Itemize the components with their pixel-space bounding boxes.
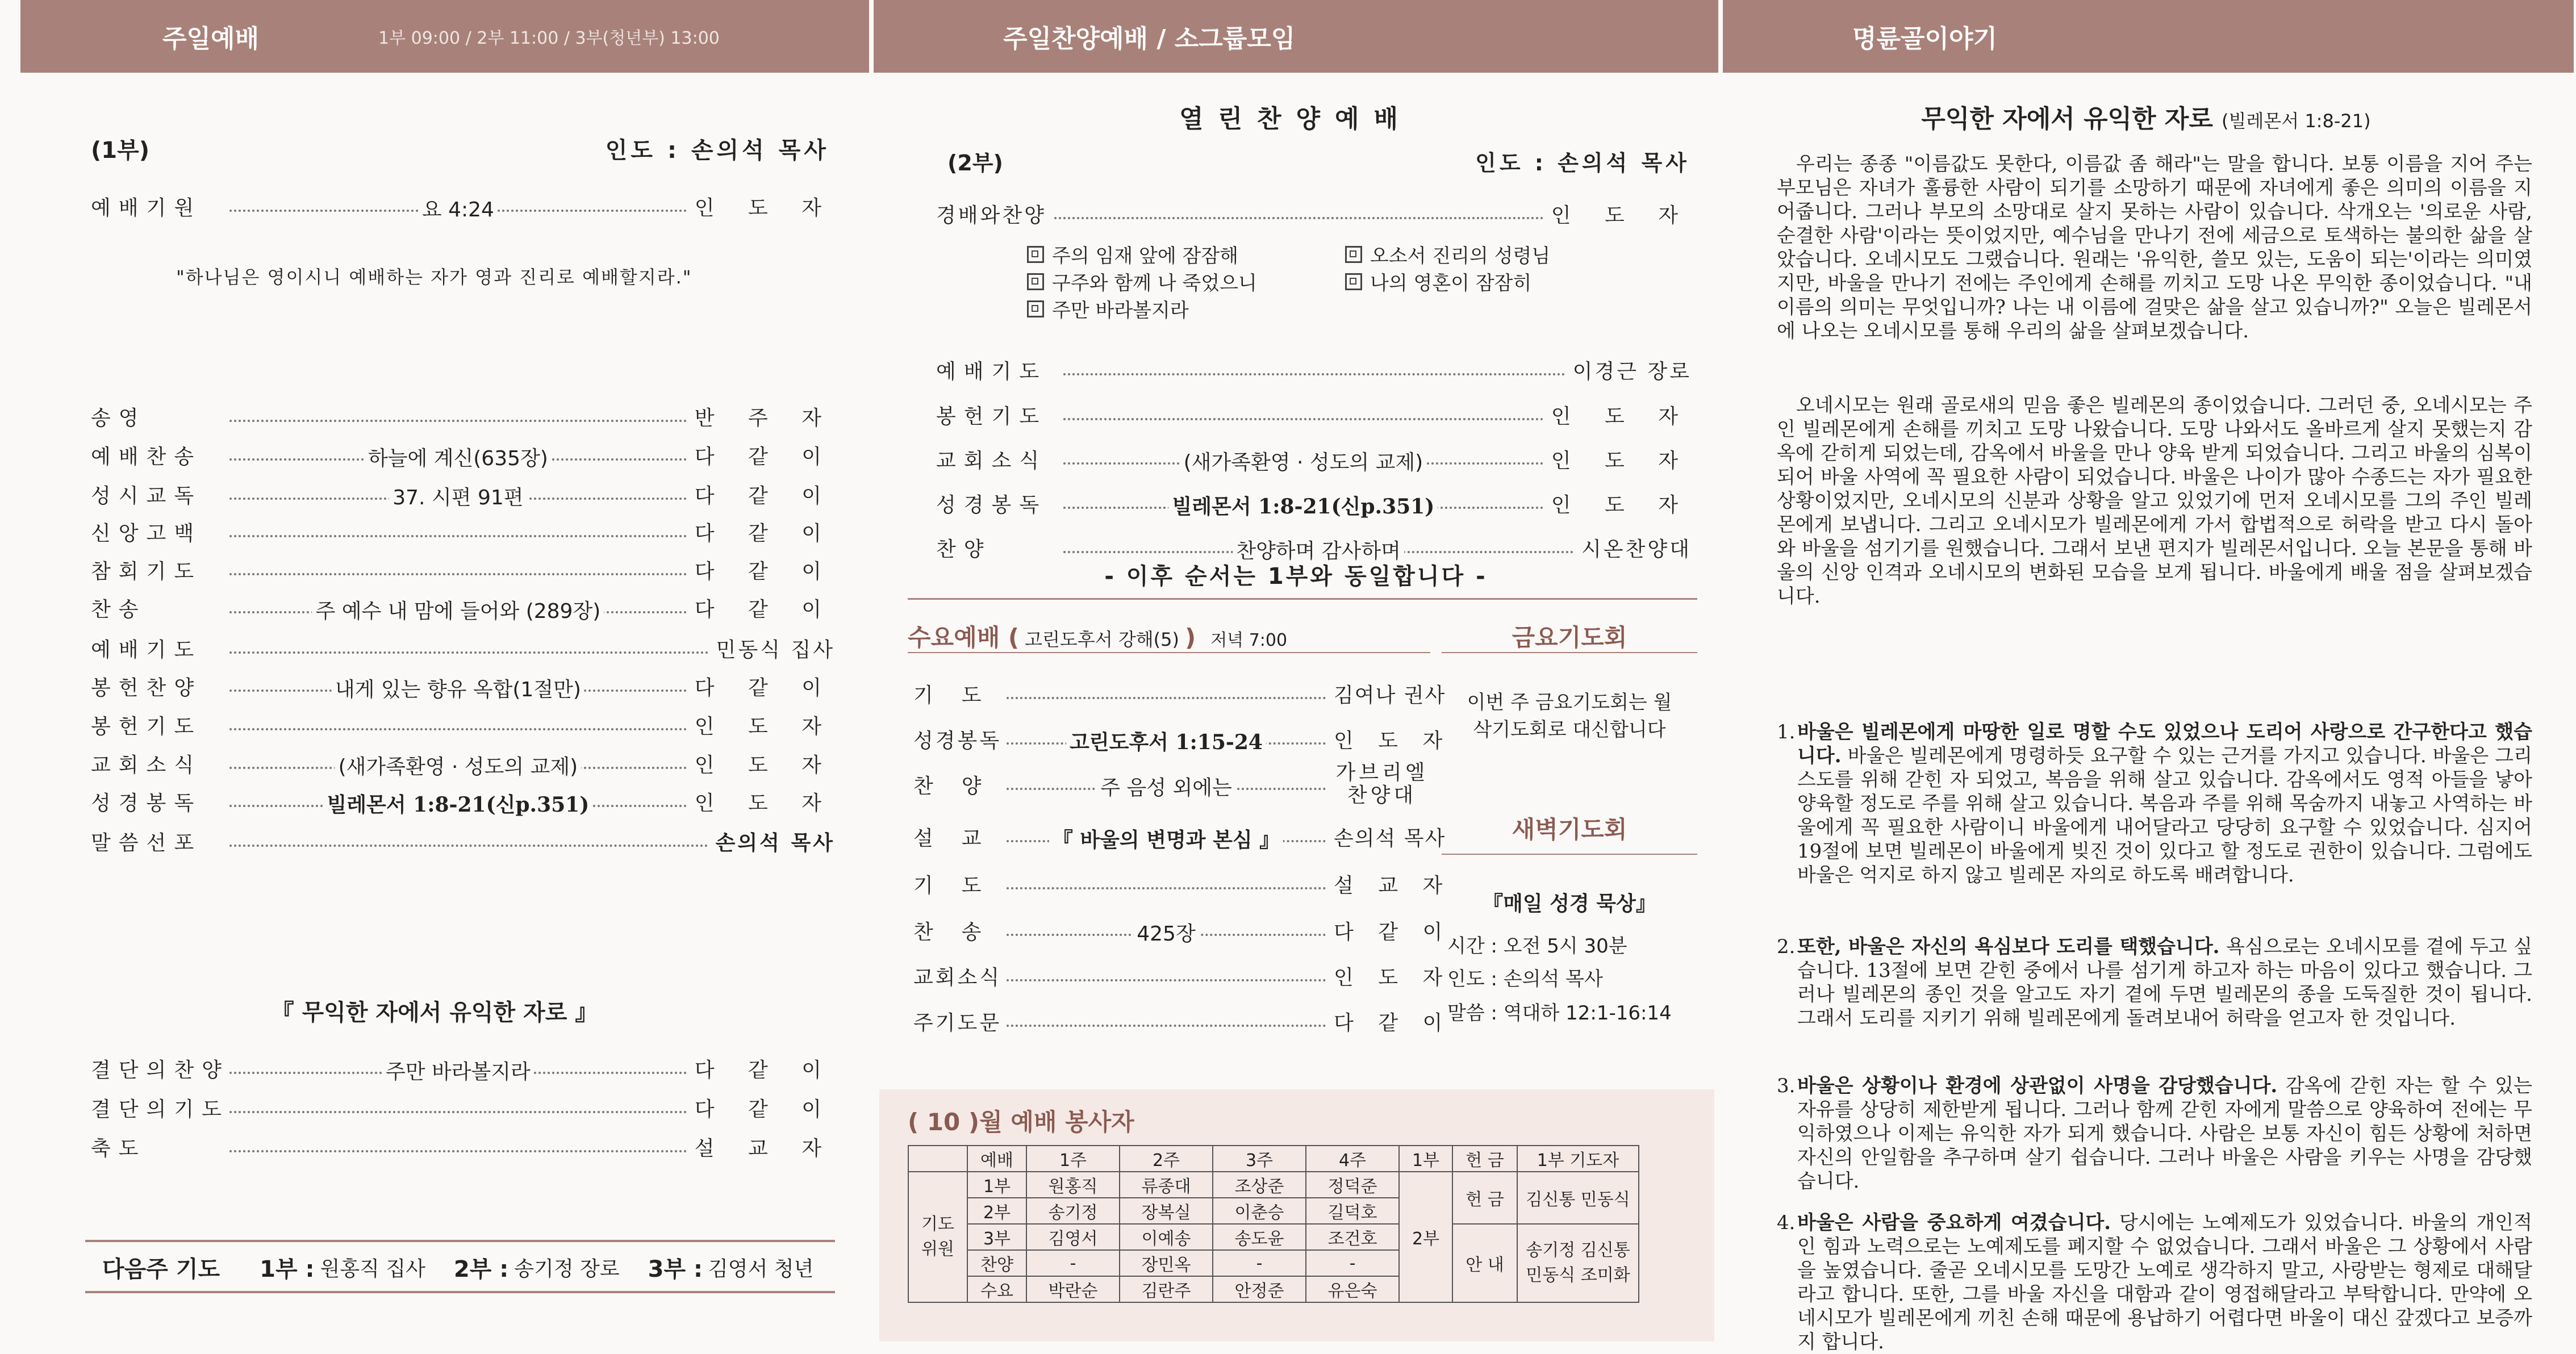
vol-service: 1부 [967,1172,1026,1198]
row-label: 봉헌기도 [936,404,1047,428]
point-body: 당시에는 노예제도가 있었습니다. 바울의 개인적인 힘과 노력으로는 노예제도를 폐지할 수 없었습니다. 그래서 바울은 그 상황에서 사람을 높였습니다. 줄곧 오네시모를 도망간 노예로 생각하지 말고, 사랑받는 형제로 대해달라고 합니다. 또한, 그를 바울 자신을 대함과 같이 영접해달라고 부탁합니다. 만약에 오네시모가 빌레몬에게 끼친 손해 때문에 용납하기 어렵다면 바울이 대신 갚겠다고 보증까지 합니다. [1797,1211,2532,1353]
wed-title-close: ) [1185,624,1196,651]
dot-leader [229,728,687,730]
dot-leader [1007,887,1326,889]
row-who: 손의석 목사 [715,831,835,855]
dawn-leader: 인도 : 손의석 목사 [1447,968,1603,991]
story-ref: (빌레몬서 1:8-21) [2222,110,2371,132]
story-point [1777,935,2532,1030]
divider [908,652,1430,653]
song-title: 주의 임재 앞에 잠잠해 [1052,245,1239,268]
dot-leader [1063,418,1543,420]
row-who: 다 같 이 [1334,920,1452,944]
vol-cell: - [1213,1250,1306,1276]
row-who: 가브리엘 찬양대 [1335,761,1429,807]
next-prayer-bar [85,1240,835,1242]
program-row [913,867,1452,901]
checkbox-icon [1027,273,1044,290]
row-who: 다 같 이 [694,521,835,545]
vol-cell: 박란순 [1026,1276,1120,1302]
program-row [91,708,835,742]
row-detail: 주 음성 외에는 [1097,772,1235,801]
song-item [1027,240,1238,268]
vol-cell: 장민옥 [1120,1250,1213,1276]
next-prayer [102,1251,813,1284]
program-row [91,189,835,223]
dot-leader [1063,450,1543,474]
program-row [913,761,1430,807]
vol-cell: 길덕호 [1306,1198,1399,1224]
next-prayer-part: 1부 : [260,1256,315,1282]
dot-leader [1007,828,1326,852]
next-prayer-bar [85,1291,835,1293]
dot-leader [229,1060,687,1084]
point-heading: 바울은 상황이나 환경에 상관없이 사명을 감당했습니다. [1797,1075,2278,1097]
point-number: 2. [1777,935,1796,958]
wed-time: 저녁 7:00 [1210,630,1288,650]
point-heading: 또한, 바울은 자신의 욕심보다 도리를 택했습니다. [1797,935,2220,958]
row-detail: 요 4:24 [419,194,498,223]
song-title: 오소서 진리의 성령님 [1370,245,1551,268]
program-row [936,197,1692,231]
col1-schedule: 1부 09:00 / 2부 11:00 / 3부(청년부) 13:00 [378,28,720,48]
next-prayer-name: 원홍직 집사 [320,1257,425,1281]
point-heading: 바울은 사람을 중요하게 여겼습니다. [1797,1211,2111,1234]
col2-title: 주일찬양예배 / 소그룹모임 [1003,24,1296,53]
row-who: 다 같 이 [694,1097,835,1121]
open-service-title: 열린찬양예배 [1179,105,1413,133]
row-who: 인 도 자 [694,753,835,777]
row-detail: (새가족환영 · 성도의 교제) [335,751,582,780]
story-point [1777,1074,2532,1193]
row-label: 성경봉독 [936,493,1047,517]
row-detail: 하늘에 계신(635장) [365,442,552,471]
row-label: 기도 [913,874,1010,897]
col1-title: 주일예배 [162,24,260,53]
col-evening [874,73,1718,1342]
row-label: 성시교독 [91,484,202,508]
dot-leader [229,599,687,623]
point-number: 3. [1777,1075,1796,1097]
vol-cell: 장복실 [1120,1198,1213,1224]
row-label: 찬양 [913,774,1010,798]
checkbox-icon [1027,300,1044,317]
row-detail: (새가족환영 · 성도의 교제) [1180,446,1427,475]
row-who: 다 같 이 [694,676,835,700]
row-detail: 425장 [1133,918,1199,947]
next-prayer-label: 다음주 기도 [102,1256,220,1282]
row-label: 성경봉독 [91,791,202,815]
program-row [91,1090,835,1125]
point-heading: 바울은 빌레몬에게 마땅한 일로 명할 수도 있었으나 도리어 사랑으로 간구한다고 했습니다. [1797,721,2532,767]
row-who: 인 도 자 [694,714,835,738]
program-row [913,722,1452,756]
col3-title: 명륜골이야기 [1852,24,1998,53]
row-who: 이경근 장로 [1572,360,1692,383]
part-label: (1부) [91,137,150,164]
row-label: 송영 [91,406,147,430]
row-who: 인 도 자 [694,791,835,815]
vol-cell: 원홍직 [1026,1172,1120,1198]
vol-cell: 조건호 [1306,1224,1399,1250]
part-label: (2부) [947,151,1003,175]
row-who: 다 같 이 [694,484,835,508]
col-story [1723,73,2569,1353]
dot-leader [229,535,687,537]
program-row [91,1130,835,1164]
song-item [1027,295,1189,323]
vol-header: 4주 [1306,1146,1399,1172]
row-label: 찬송 [91,597,147,621]
next-prayer-name: 김영서 청년 [708,1257,814,1281]
program-row [913,959,1452,993]
program-row [91,784,835,818]
row-who: 김여나 권사 [1334,683,1446,707]
vol-header: 헌 금 [1452,1146,1517,1172]
row-label: 경배와찬양 [936,203,1046,227]
vol-header: 1부 기도자 [1517,1146,1639,1172]
checkbox-icon [1345,273,1362,290]
program-row [91,477,835,511]
row-label: 축도 [91,1136,147,1160]
next-prayer-name: 송기정 장로 [514,1257,620,1281]
wednesday-title [908,619,1287,653]
song-title: 주만 바라볼지라 [1052,299,1189,322]
story-point [1777,1211,2532,1354]
vol-header: 1주 [1026,1146,1120,1172]
vol-cell: - [1026,1250,1120,1276]
vol-header: 1부 [1399,1146,1452,1172]
row-label: 참회기도 [91,559,202,583]
dot-leader [1063,494,1543,519]
vol-cell: 안정준 [1213,1276,1306,1302]
dawn-time: 시간 : 오전 5시 30분 [1447,935,1627,958]
vol-offering-names: 김신통 민동식 [1517,1172,1639,1224]
dot-leader [229,1150,687,1152]
volunteers-title: ( 10 )월 예배 봉사자 [908,1108,1134,1136]
program-row [91,824,835,858]
vol-header-blank [908,1146,967,1172]
program-row [91,399,835,433]
dot-leader [229,1111,687,1113]
row-who: 시온찬양대 [1581,537,1692,561]
dawn-word: 말씀 : 역대하 12:1-16:14 [1447,1002,1672,1025]
program-row [913,1004,1452,1038]
row-label: 결단의찬양 [91,1058,229,1082]
program-row [91,1051,835,1085]
vol-header: 3주 [1213,1146,1306,1172]
next-prayer-part: 3부 : [648,1256,703,1282]
vol-cell: 이춘승 [1213,1198,1306,1224]
vol-cell: 김영서 [1026,1224,1120,1250]
program-row [91,438,835,472]
sermon-title: 『 무익한 자에서 유익한 자로 』 [271,999,598,1026]
vol-cell: 송기정 [1026,1198,1120,1224]
row-label: 예배기도 [936,360,1047,383]
song-title: 구주와 함께 나 죽었으니 [1052,272,1257,295]
vol-service: 2부 [967,1198,1026,1224]
row-label: 봉헌찬양 [91,676,202,700]
vol-group-label: 기도 위원 [908,1172,967,1302]
vol-header: 2주 [1120,1146,1213,1172]
story-heading [1723,98,2569,135]
leader-label: 인도 : 손의석 목사 [605,137,829,164]
row-who: 다 같 이 [694,445,835,469]
dot-leader [229,678,687,701]
row-label: 말씀선포 [91,831,202,855]
dot-leader [229,845,708,847]
row-detail: 빌레몬서 1:8-21(신p.351) [324,789,593,818]
vol-service: 3부 [967,1224,1026,1250]
program-row [936,353,1692,387]
wed-title: 수요예배 ( [908,624,1020,651]
row-label: 신앙고백 [91,521,202,545]
point-number: 4. [1777,1211,1796,1234]
row-label: 주기도문 [913,1011,1002,1035]
header-separator [1718,0,1723,73]
row-who: 설 교 자 [694,1136,835,1160]
program-row [91,746,835,780]
col-sunday [0,73,869,1342]
row-label: 설교 [913,826,1010,850]
wed-subtitle: 고린도후서 강해(5) [1025,629,1179,650]
row-who: 인 도 자 [1551,493,1692,517]
vol-cell: 정덕준 [1306,1172,1399,1198]
vol-cell: 이예송 [1120,1224,1213,1250]
dot-leader [229,573,687,575]
program-row [936,398,1692,432]
row-label: 봉헌기도 [91,714,202,738]
dot-leader [1007,922,1326,946]
leader-label: 인도 : 손의석 목사 [1475,151,1690,175]
divider [908,598,1697,600]
vol-cell: 류종대 [1120,1172,1213,1198]
song-item [1027,268,1257,295]
divider [1442,854,1697,855]
dot-leader [229,651,708,654]
volunteers-table [908,1145,1639,1303]
row-label: 예배기원 [91,196,202,220]
story-paragraph: 우리는 종종 "이름값도 못한다, 이름값 좀 해라"는 말을 합니다. 보통 이름을 지어 주는 부모님은 자녀가 훌륭한 사람이 되기를 소망하기 때문에 자녀에게 좋은 의미의 이름을 지어줍니다. 그러나 부모의 소망대로 살지 못하는 사람이 있습니다. 삭개오는 '의로운 사람, 순결한 사람'이라는 뜻이었지만, 예수님을 만나기 전에 세금으로 토색하는 불의한 삶을 살았습니다. 오네시모도 그랬습니다. 원래는 '유익한, 쓸모 있는, 도움이 되는'이라는 의미였지만, 바울을 만나기 전에는 주인에게 손해를 끼치고 도망 나온 무익한 종이었습니다. "내 이름의 의미는 무엇입니까? 나는 내 이름에 걸맞은 삶을 살고 있습니까?" 오늘은 빌레몬서에 나오는 오네시모를 통해 우리의 삶을 살펴보겠습니다. [1777,153,2532,342]
vol-cell: 송도윤 [1213,1224,1306,1250]
dot-leader [1007,979,1326,981]
row-detail: 고린도후서 1:15-24 [1066,726,1266,755]
program-row [91,553,835,587]
row-who: 설 교 자 [1334,874,1452,897]
row-label: 결단의기도 [91,1097,229,1121]
dot-leader [229,755,687,779]
row-who: 민동식 집사 [716,638,835,662]
dot-leader [229,420,687,422]
row-who: 인 도 자 [694,196,835,220]
dot-leader [1007,730,1326,754]
volunteers-table-wrap [908,1145,1639,1303]
row-who: 손의석 목사 [1334,826,1446,850]
row-who: 인 도 자 [1551,203,1692,227]
program-row [913,913,1452,947]
dot-leader [229,792,687,817]
header-separator [869,0,874,73]
divider [1442,652,1697,653]
dot-leader [1054,217,1543,219]
program-row [91,669,835,703]
row-label: 예배기도 [91,638,202,662]
story-paragraph: 오네시모는 원래 골로새의 믿음 좋은 빌레몬의 종이었습니다. 그러던 중, 오네시모는 주인 빌레몬에게 손해를 끼치고 도망 나왔습니다. 도망 나와서도 올바르게 살지 못했는지 감옥에 갇히게 되었는데, 감옥에서 바울을 만나 양육 받게 되었습니다. 그리고 바울의 심복이 되어 바울 사역에 꼭 필요한 사람이 되었습니다. 바울은 나이가 많아 수종드는 자가 필요한 상황이었지만, 오네시모의 신분과 상황을 알고 있었기에 먼저 오네시모를 그의 주인 빌레몬에게 보냅니다. 그리고 오네시모가 빌레몬에게 가서 합법적으로 허락을 받고 다시 돌아와 바울을 섬기기를 원했습니다. 그래서 보낸 편지가 빌레몬서입니다. 오늘 본문을 통해 바울의 신앙 인격과 오네시모의 변화된 모습을 보게 됩니다. 바울에게 배울 점을 살펴보겠습니다. [1777,394,2532,608]
vol-service: 수요 [967,1276,1026,1302]
row-label: 찬송 [913,920,1010,944]
row-who: 인 도 자 [1334,966,1452,989]
song-item [1345,240,1550,268]
scripture-quote: "하나님은 영이시니 예배하는 자가 영과 진리로 예배할지라." [176,266,692,288]
program-row [91,591,835,625]
program-row [913,820,1446,854]
row-detail: 주 예수 내 맘에 들어와 (289장) [312,595,604,624]
point-body: 감옥에 갇힌 자는 할 수 있는 자유를 상당히 제한받게 됩니다. 그러나 함께 갇힌 자에게 말씀으로 양육하여 전에는 무익하였으나 이제는 유익한 자가 되게 했습니다. 사람은 보통 자신이 힘든 상황에 처하면 자신의 안일함을 추구하며 살기 쉽습니다. 그러나 바울은 사람을 키우는 사명을 감당했습니다. [1797,1075,2532,1193]
row-who: 다 같 이 [694,559,835,583]
row-detail: 내게 있는 향유 옥합(1절만) [332,674,584,703]
row-label: 찬양 [936,537,992,561]
row-detail: 『 바울의 변명과 본심 』 [1049,824,1283,853]
checkbox-icon [1027,246,1044,263]
story-point [1777,720,2532,887]
friday-title: 금요기도회 [1512,624,1627,651]
row-label: 교회소식 [936,449,1047,473]
dot-leader [1063,373,1565,375]
vol-cell: 유은숙 [1306,1276,1399,1302]
vol-header: 예배 [967,1146,1026,1172]
story-title: 무익한 자에서 유익한 자로 [1921,105,2213,133]
row-who: 반 주 자 [694,406,835,430]
dot-leader [1063,539,1573,563]
dawn-program: 『매일 성경 묵상』 [1483,892,1656,916]
program-row [91,631,835,665]
row-label: 기도 [913,683,1010,707]
vol-cell: 김란주 [1120,1276,1213,1302]
vol-usher-label: 안 내 [1452,1224,1517,1302]
row-detail: 찬양하며 감사하며 [1233,535,1404,564]
song-title: 나의 영혼이 잠잠히 [1370,272,1532,295]
row-detail: 37. 시편 91편 [389,482,527,511]
after-note: - 이후 순서는 1부와 동일합니다 - [1104,563,1488,590]
row-who: 다 같 이 [1334,1011,1452,1035]
vol-cell: 조상준 [1213,1172,1306,1198]
row-who: 인 도 자 [1334,729,1452,753]
row-label: 교회소식 [913,966,1002,989]
row-who: 인 도 자 [1551,449,1692,473]
row-detail: 빌레몬서 1:8-21(신p.351) [1169,491,1438,520]
program-row [936,486,1692,520]
row-label: 성경봉독 [913,729,1002,753]
header-bar [20,0,2574,73]
next-prayer-part: 2부 : [453,1256,509,1282]
dot-leader [229,486,687,509]
song-item [1345,268,1531,295]
row-detail: 주만 바라볼지라 [382,1056,534,1085]
dot-leader [1007,1025,1326,1027]
program-row [91,515,835,549]
program-row [936,442,1692,476]
row-who: 다 같 이 [694,597,835,621]
row-who: 다 같 이 [694,1058,835,1082]
vol-usher-names: 송기정 김신통 민동식 조미화 [1517,1224,1639,1302]
friday-text: 이번 주 금요기도회는 월삭기도회로 대신합니다 [1467,691,1672,741]
vol-service: 찬양 [967,1250,1026,1276]
checkbox-icon [1345,246,1362,263]
dot-leader [229,446,687,470]
vol-part2: 2부 [1399,1172,1452,1302]
row-label: 교회소식 [91,753,202,777]
point-number: 1. [1777,721,1796,743]
program-row [913,676,1446,711]
row-who: 인 도 자 [1551,404,1692,428]
dot-leader [229,198,687,222]
dot-leader [1007,776,1326,800]
dawn-title: 새벽기도회 [1512,816,1627,843]
vol-offering-label: 헌 금 [1452,1172,1517,1224]
vol-cell: - [1306,1250,1399,1276]
dot-leader [1007,697,1326,699]
point-body: 욕심으로는 오네시모를 곁에 두고 싶습니다. 13절에 보면 갇힌 중에서 나를 섬기게 하고자 하는 마음이 있다고 했습니다. 그러나 빌레몬의 종인 것을 알고도 자기 곁에 두면 빌레몬의 종을 도둑질한 것이 됩니다. 그래서 도리를 지키기 위해 빌레몬에게 돌려보내어 허락을 얻고자 한 것입니다. [1797,935,2532,1030]
point-body: 바울은 빌레몬에게 명령하듯 요구할 수 있는 근거를 가지고 있습니다. 바울은 그리스도를 위해 갇힌 자 되었고, 복음을 위해 살고 있습니다. 감옥에서도 영적 아들을 낳아 양육할 정도로 주를 위해 살고 있습니다. 복음과 주를 위해 목숨까지 내놓고 사역하는 바울에게 꼭 필요한 사람이니 바울에게 내어달라고 당당히 요구할 수 있었습니다. 심지어 19절에 보면 빌레몬이 바울에게 빚진 것이 있다고 할 정도로 권한이 있습니다. 그럼에도 바울은 억지로 하지 않고 빌레몬 자의로 하도록 배려합니다. [1797,745,2532,887]
row-label: 예배찬송 [91,445,202,469]
